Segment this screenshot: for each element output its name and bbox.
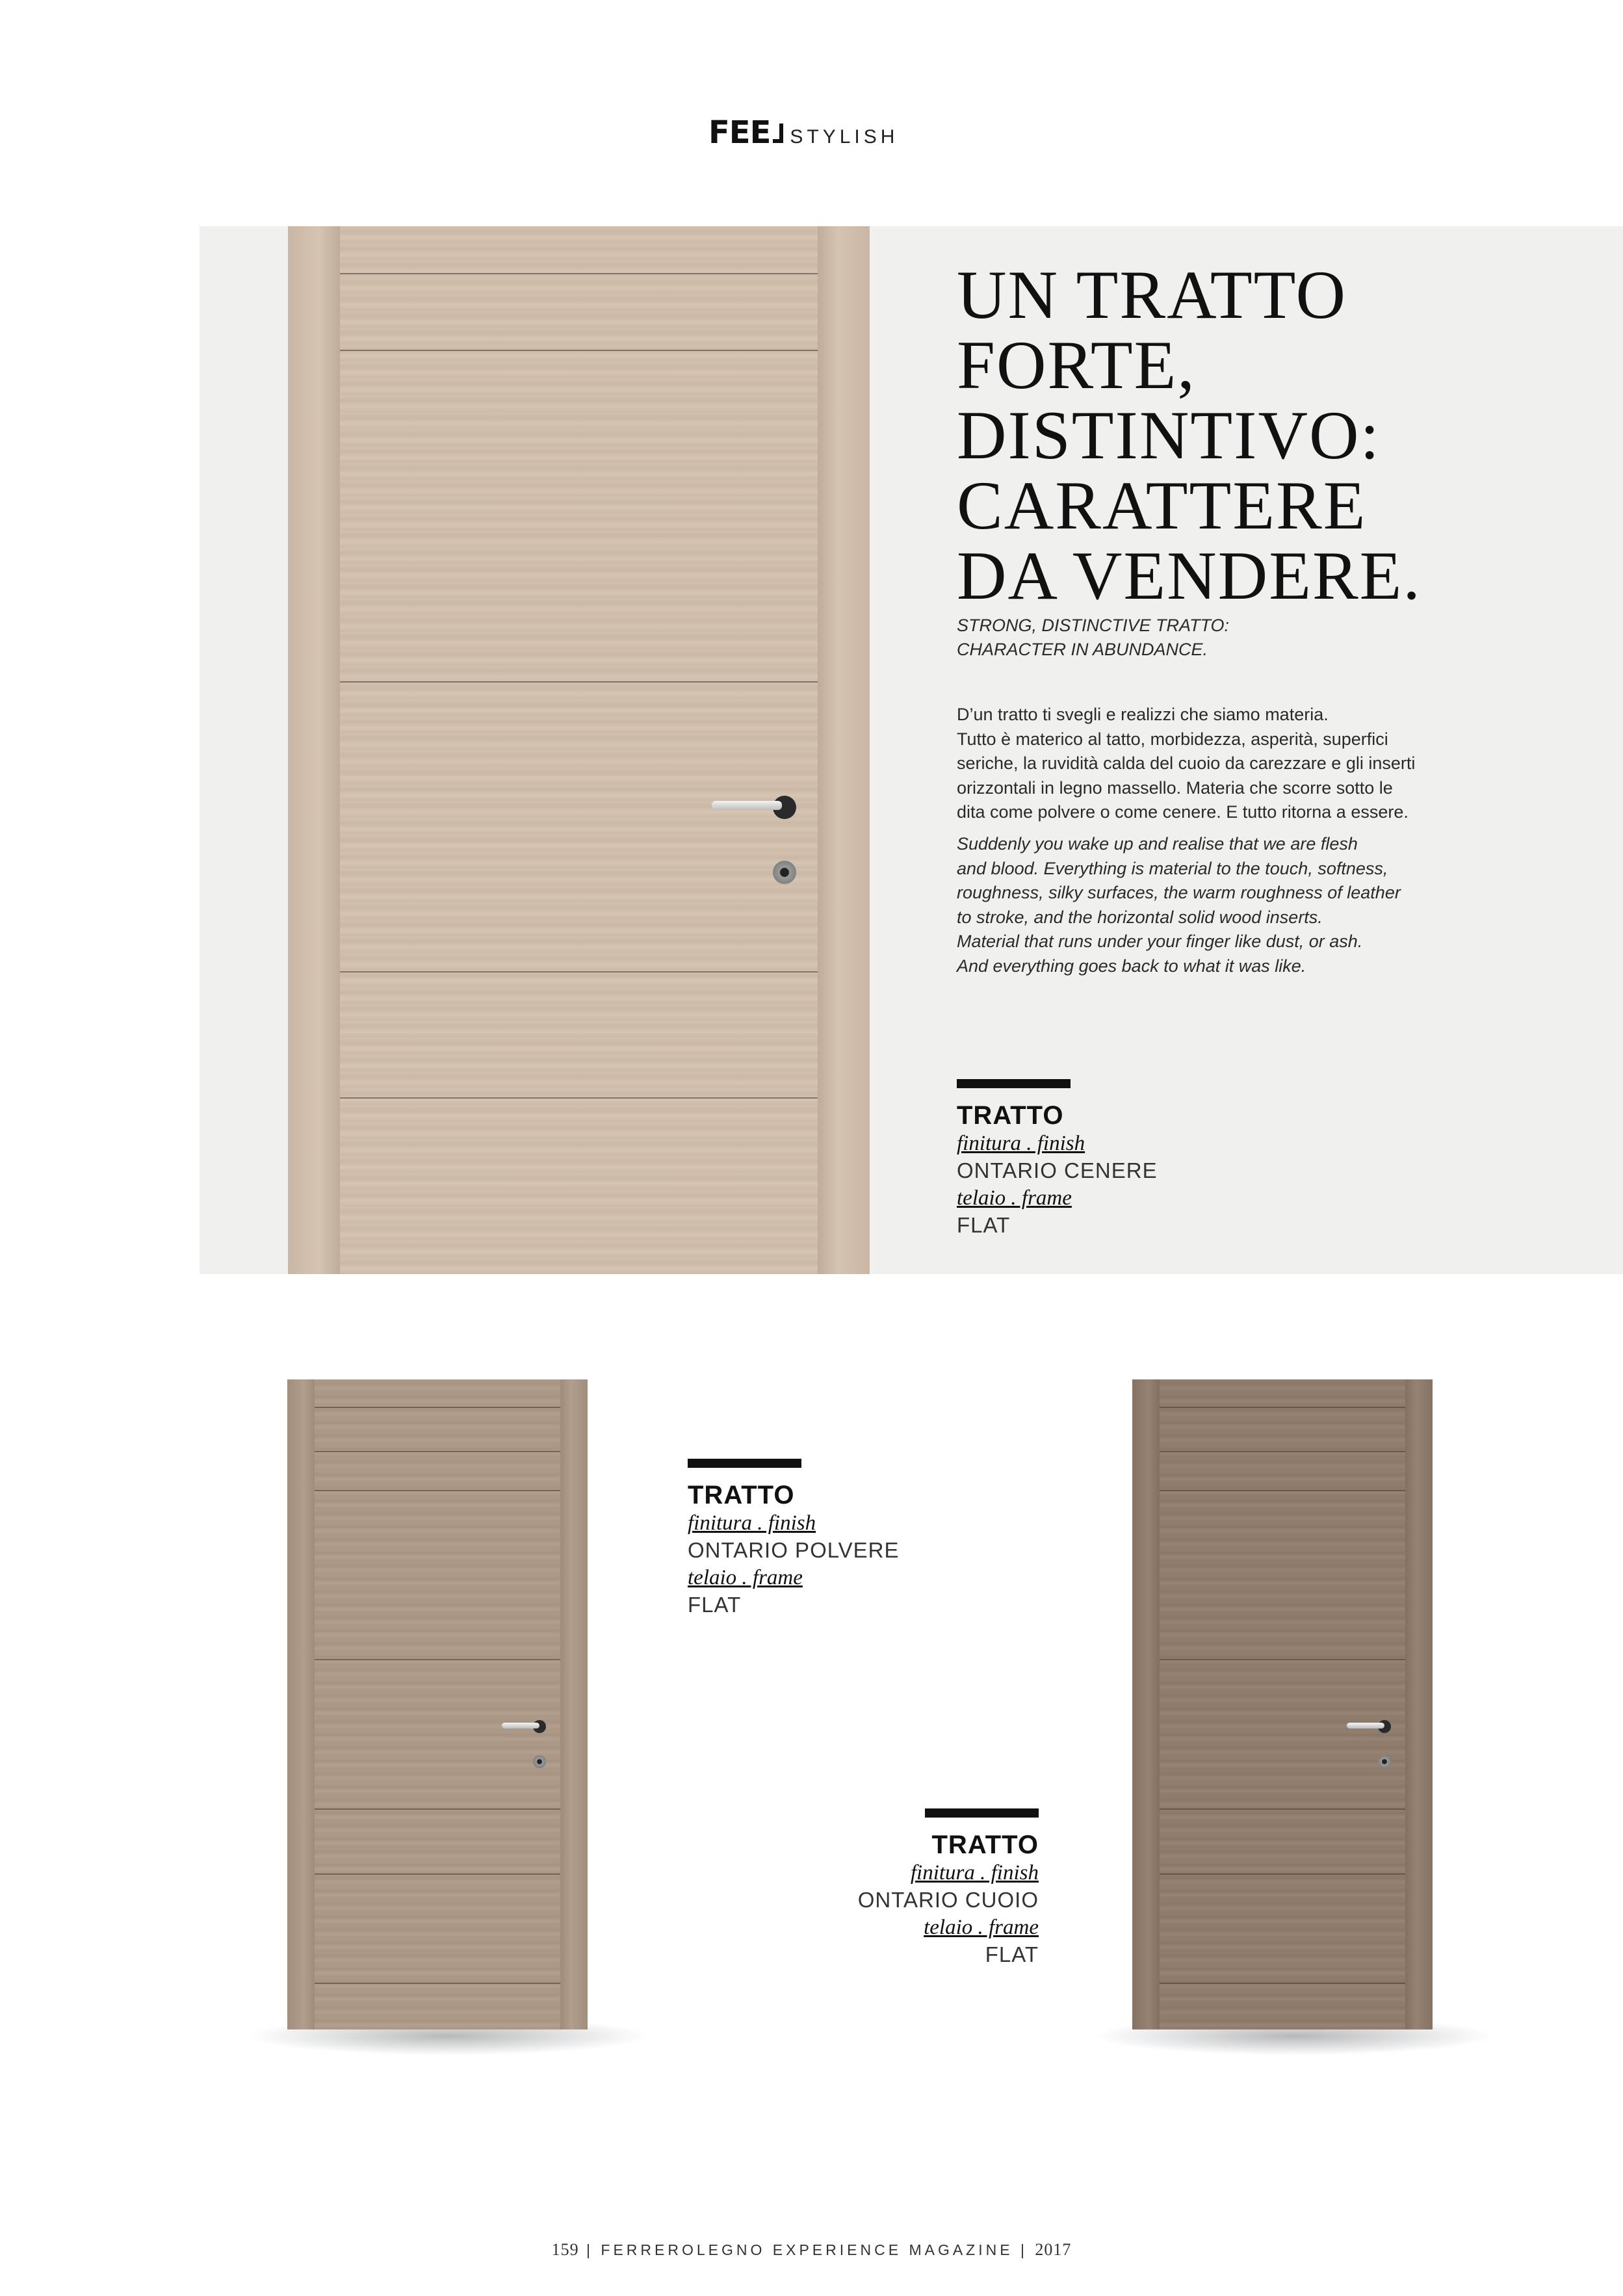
section-label: STYLISH xyxy=(790,126,899,148)
spec-bar xyxy=(688,1459,801,1468)
spec-bar xyxy=(925,1808,1039,1818)
door-panel xyxy=(315,1379,560,2029)
spec-finish-label: finitura . finish xyxy=(910,1861,1039,1885)
door-handle-lever xyxy=(1347,1723,1384,1729)
brand-logo: FEE xyxy=(708,114,771,151)
spec-model-name: TRATTO xyxy=(931,1831,1039,1859)
door-handle-lever xyxy=(502,1723,539,1729)
spec-model-name: TRATTO xyxy=(688,1481,795,1509)
body-text-english: Suddenly you wake up and realise that we are flesh and blood. Everything is material to the touch, softness, roughness, silky surfaces, the warm roughness of leather to stroke, and the horizontal solid wood inserts. Material that runs under your finger like dust, or ash. And everything goes back to what it was like. xyxy=(957,834,1401,976)
spec-block-cuoio xyxy=(780,1808,1039,1968)
footer-separator: | xyxy=(1020,2241,1035,2258)
spec-finish-label: finitura . finish xyxy=(957,1132,1085,1155)
spec-bar xyxy=(957,1079,1071,1088)
spec-frame-value: FLAT xyxy=(957,1213,1011,1237)
spec-model-name: TRATTO xyxy=(957,1101,1064,1130)
door-handle-lever xyxy=(712,801,782,810)
spec-finish-value: ONTARIO CUOIO xyxy=(857,1888,1039,1912)
page-footer xyxy=(0,2240,1623,2260)
spec-finish-label: finitura . finish xyxy=(688,1511,816,1535)
spec-finish-value: ONTARIO CENERE xyxy=(957,1158,1158,1182)
spec-frame-value: FLAT xyxy=(985,1942,1039,1966)
door-panel xyxy=(340,226,818,1274)
page-subtitle: STRONG, DISTINCTIVE TRATTO: CHARACTER IN ABUNDANCE. xyxy=(957,616,1230,659)
body-text-italian: D’un tratto ti svegli e realizzi che siamo materia. Tutto è materico al tatto, morbidezza, asperità, superfici seriche, la ruvidità calda del cuoio da carezzare e gli inserti orizzontali in legno massello. Materia che scorre sotto le dita come polvere o come cenere. E tutto ritorna a essere. xyxy=(957,705,1416,822)
page-header xyxy=(708,114,898,151)
spec-block-cenere xyxy=(957,1079,1158,1239)
magazine-name: FERREROLEGNO EXPERIENCE MAGAZINE xyxy=(601,2241,1013,2258)
spec-frame-label: telaio . frame xyxy=(688,1566,803,1589)
spec-frame-label: telaio . frame xyxy=(957,1186,1072,1210)
spec-block-polvere xyxy=(688,1459,900,1619)
page-number: 159 xyxy=(551,2240,579,2259)
door-polvere-image xyxy=(287,1379,588,2029)
spec-frame-label: telaio . frame xyxy=(924,1916,1039,1939)
footer-year: 2017 xyxy=(1035,2240,1072,2259)
hero-door-image xyxy=(288,226,870,1274)
spec-frame-value: FLAT xyxy=(688,1593,742,1617)
footer-separator: | xyxy=(586,2241,601,2258)
door-keyhole xyxy=(773,861,796,884)
spec-finish-value: ONTARIO POLVERE xyxy=(688,1538,900,1562)
page-title: UN TRATTO FORTE, DISTINTIVO: CARATTERE DA VENDERE. xyxy=(957,257,1422,614)
logo-bracket-glyph xyxy=(773,124,783,143)
door-keyhole xyxy=(533,1755,546,1768)
door-panel xyxy=(1160,1379,1405,2029)
door-keyhole xyxy=(1378,1755,1391,1768)
door-cuoio-image xyxy=(1132,1379,1433,2029)
